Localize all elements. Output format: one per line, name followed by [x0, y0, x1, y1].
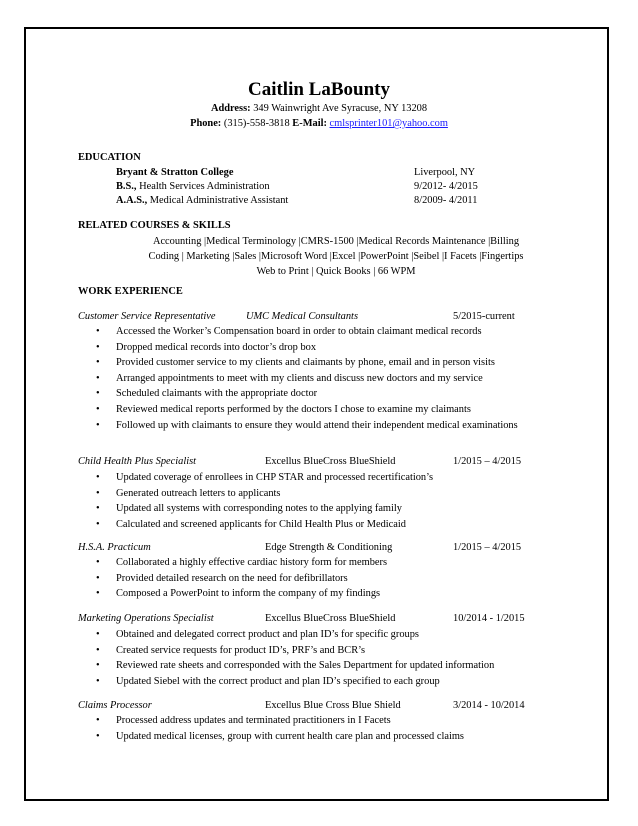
contact-line [0, 119, 638, 129]
bullet-icon: • [96, 372, 100, 384]
bullet-icon: • [96, 357, 100, 369]
job-title: Claims Processor [78, 700, 152, 711]
job-employer: Excellus BlueCross BlueShield [265, 456, 396, 467]
job-title: Customer Service Representative [78, 311, 216, 322]
job-employer: Excellus BlueCross BlueShield [265, 613, 396, 624]
job-dates: 1/2015 – 4/2015 [453, 456, 522, 467]
candidate-name: Caitlin LaBounty [247, 79, 390, 100]
bullet-icon: • [96, 557, 100, 568]
job-bullet: Generated outreach letters to applicants [116, 487, 281, 499]
job-bullet: Provided customer service to my clients and claimants by phone, email and in person visits [116, 357, 495, 369]
degree-row [116, 182, 270, 192]
bullet-icon: • [96, 341, 100, 353]
job-bullet: Reviewed rate sheets and corresponded with the Sales Department for updated information [116, 660, 495, 672]
address-line [0, 104, 638, 114]
job-bullet: Reviewed medical reports performed by the doctors I chose to examine my claimants [116, 404, 471, 415]
bullet-icon: • [96, 675, 100, 687]
job-dates: 3/2014 - 10/2014 [453, 700, 525, 711]
bullet-icon: • [96, 388, 100, 400]
bullet-icon: • [96, 518, 100, 530]
job-employer: Excellus Blue Cross Blue Shield [265, 700, 401, 711]
skills-line: Accounting |Medical Terminology |CMRS-1500 |Medical Records Maintenance |Billing [152, 236, 520, 247]
bullet-icon: • [96, 588, 100, 600]
job-bullet: Composed a PowerPoint to inform the company of my findings [116, 588, 381, 600]
bullet-icon: • [96, 472, 100, 483]
job-dates: 10/2014 - 1/2015 [453, 613, 525, 624]
bullet-icon: • [96, 419, 100, 431]
degree-name: Medical Administrative Assistant [149, 195, 289, 206]
job-title: H.S.A. Practicum [78, 542, 151, 553]
degree-name: Health Services Administration [139, 181, 270, 192]
job-bullet: Calculated and screened applicants for Child Health Plus or Medicaid [116, 518, 406, 530]
address-label: Address: [210, 103, 251, 114]
job-bullet: Followed up with claimants to ensure they would attend their independent medical examinations [116, 419, 518, 431]
job-bullet: Accessed the Worker’s Compensation board in order to obtain claimant medical records [116, 326, 482, 337]
phone-value: (315)-558-3818 [223, 118, 290, 129]
school-name: Bryant & Stratton College [116, 167, 234, 178]
degree-row [116, 196, 288, 206]
job-employer: Edge Strength & Conditioning [265, 542, 393, 553]
email-label: E-Mail: [292, 118, 327, 129]
degree-dates: 8/2009- 4/2011 [414, 195, 478, 206]
job-bullet: Obtained and delegated correct product and plan ID’s for specific groups [116, 629, 419, 640]
bullet-icon: • [96, 660, 100, 672]
job-dates: 5/2015-current [453, 311, 515, 322]
job-bullet: Arranged appointments to meet with my clients and discuss new doctors and my service [116, 372, 483, 384]
address-value: 349 Wainwright Ave Syracuse, NY 13208 [253, 103, 428, 114]
bullet-icon: • [96, 404, 100, 415]
job-bullet: Dropped medical records into doctor’s drop box [116, 341, 317, 353]
job-bullet: Created service requests for product ID’s, PRF’s and BCR’s [116, 644, 366, 656]
job-bullet: Provided detailed research on the need for defibrillators [116, 572, 348, 584]
job-bullet: Scheduled claimants with the appropriate doctor [116, 388, 318, 400]
work-heading: WORK EXPERIENCE [78, 286, 183, 297]
degree-dates: 9/2012- 4/2015 [414, 181, 478, 192]
bullet-icon: • [96, 715, 100, 726]
email-link[interactable]: cmlsprinter101@yahoo.com [329, 118, 448, 129]
bullet-icon: • [96, 503, 100, 515]
skills-line: Coding | Marketing |Sales |Microsoft Word |Excel |PowerPoint |Seibel |I Facets |Fingertips [148, 251, 524, 262]
bullet-icon: • [96, 644, 100, 656]
bullet-icon: • [96, 629, 100, 640]
bullet-icon: • [96, 487, 100, 499]
job-bullet: Updated Siebel with the correct product and plan ID’s specified to each group [116, 675, 440, 687]
degree-abbr: A.A.S., [116, 195, 148, 206]
bullet-icon: • [96, 730, 100, 742]
job-employer: UMC Medical Consultants [246, 311, 358, 322]
skills-heading: RELATED COURSES & SKILLS [78, 220, 231, 231]
job-bullet: Collaborated a highly effective cardiac history form for members [116, 557, 388, 568]
bullet-icon: • [96, 326, 100, 337]
phone-label: Phone: [190, 118, 222, 129]
job-bullet: Processed address updates and terminated practitioners in I Facets [116, 715, 391, 726]
degree-abbr: B.S., [116, 181, 137, 192]
job-title: Child Health Plus Specialist [78, 456, 197, 467]
school-location: Liverpool, NY [414, 167, 476, 178]
job-title: Marketing Operations Specialist [78, 613, 214, 624]
job-bullet: Updated medical licenses, group with current health care plan and processed claims [116, 730, 464, 742]
job-dates: 1/2015 – 4/2015 [453, 542, 522, 553]
skills-line: Web to Print | Quick Books | 66 WPM [256, 266, 416, 277]
bullet-icon: • [96, 572, 100, 584]
education-heading: EDUCATION [78, 152, 141, 163]
job-bullet: Updated coverage of enrollees in CHP STAR and processed recertification’s [116, 472, 434, 483]
job-bullet: Updated all systems with corresponding notes to the applying family [116, 503, 402, 515]
